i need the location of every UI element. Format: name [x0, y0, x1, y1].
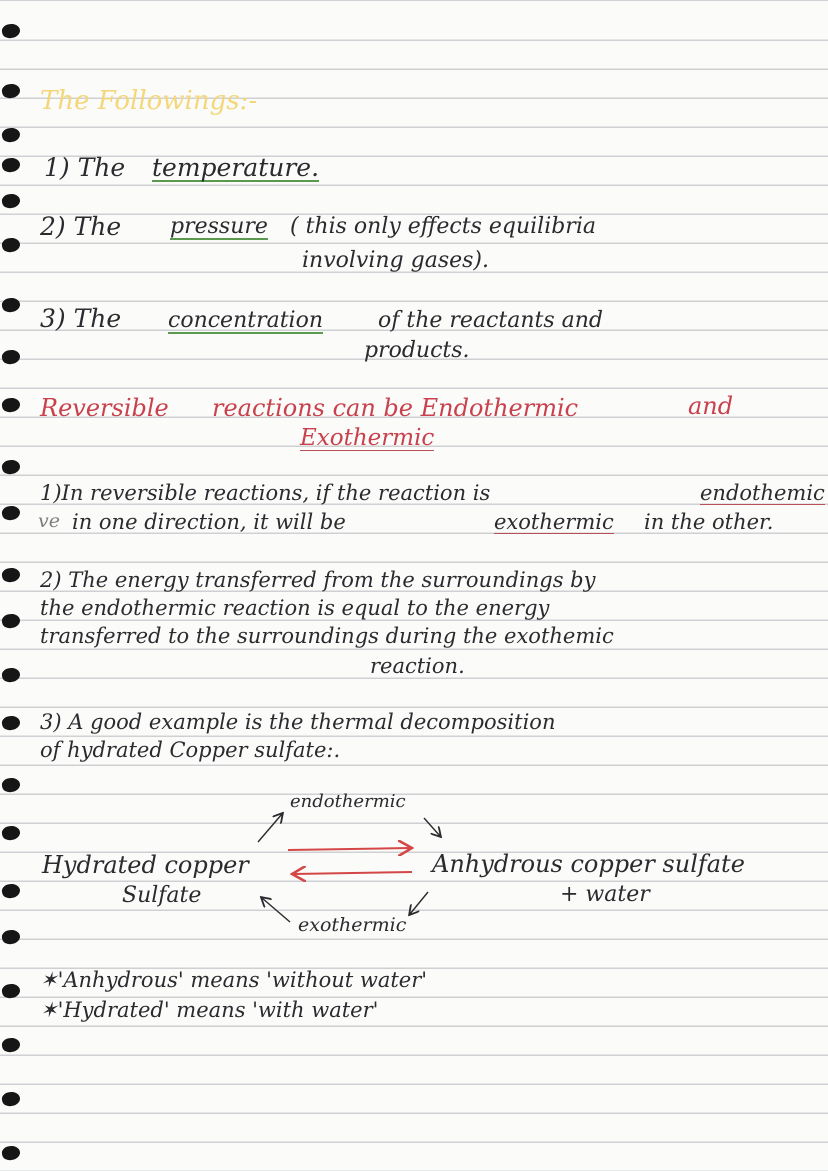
heading-reversible-word: Reversible: [40, 394, 169, 422]
binding-ring: [1, 22, 22, 39]
binding-ring: [1, 348, 22, 365]
point-2-line2: the endothermic reaction is equal to the energy: [40, 596, 550, 620]
binding-ring: [1, 504, 22, 521]
heading-reversible-and: and: [688, 392, 734, 420]
reverse-arrow: [294, 872, 412, 874]
binding-ring: [1, 982, 22, 999]
arrow-down-left-icon: [410, 892, 428, 914]
factor-3-rest: of the reactants and: [378, 308, 603, 333]
factor-2-rest-line2: involving gases).: [302, 248, 489, 273]
point-1-line2a: in one direction, it will be: [72, 510, 346, 534]
factor-3-rest-line2: products.: [364, 338, 470, 363]
binding-ring: [1, 776, 22, 793]
diagram-right-line1: Anhydrous copper sulfate: [432, 850, 745, 878]
point-1-line1: 1)In reversible reactions, if the reaction is: [40, 481, 491, 505]
point-2-line1: 2) The energy transferred from the surroundings by: [40, 568, 596, 592]
diagram-right-line2: + water: [560, 882, 650, 907]
spiral-binding: [0, 0, 30, 1171]
binding-ring: [1, 126, 22, 143]
point-1-exothermic: exothermic: [494, 510, 614, 534]
binding-ring: [1, 82, 22, 99]
factor-3-number: 3) The: [40, 304, 122, 333]
point-2-line4: reaction.: [370, 654, 465, 678]
factor-2-rest: ( this only effects equilibria: [290, 214, 596, 239]
arrow-up-right-icon: [258, 814, 282, 842]
binding-ring: [1, 928, 22, 945]
heading-followings: The Followings:-: [40, 86, 258, 116]
binding-ring: [1, 666, 22, 683]
note-anhydrous: ✶'Anhydrous' means 'without water': [40, 968, 428, 992]
factor-2-term: pressure: [170, 214, 268, 239]
factor-1-number: 1) The: [44, 153, 126, 182]
arrow-down-right-icon: [424, 818, 440, 836]
binding-ring: [1, 714, 22, 731]
factor-2-number: 2) The: [40, 212, 122, 241]
forward-arrow: [288, 848, 410, 850]
binding-ring: [1, 396, 22, 413]
factor-3-term: concentration: [168, 308, 324, 333]
binding-ring: [1, 1090, 22, 1107]
diagram-exothermic-label: exothermic: [298, 914, 407, 936]
binding-ring: [1, 566, 22, 583]
factor-1-term: temperature.: [152, 153, 320, 182]
binding-ring: [1, 612, 22, 629]
diagram-endothermic-label: endothermic: [290, 791, 406, 812]
point-1-scribble: ve: [38, 510, 60, 532]
arrow-up-left-icon: [262, 898, 290, 922]
heading-reversible-line1: reactions can be Endothermic: [212, 394, 579, 422]
point-1-line2b: in the other.: [644, 510, 774, 534]
binding-ring: [1, 824, 22, 841]
binding-ring: [1, 1036, 22, 1053]
binding-ring: [1, 1144, 22, 1161]
point-3-line1: 3) A good example is the thermal decomposition: [40, 710, 556, 734]
binding-ring: [1, 156, 22, 173]
binding-ring: [1, 236, 22, 253]
diagram-left-line1: Hydrated copper: [42, 851, 249, 879]
point-3-line2: of hydrated Copper sulfate:.: [40, 738, 341, 762]
diagram-left-line2: Sulfate: [122, 883, 202, 908]
binding-ring: [1, 296, 22, 313]
binding-ring: [1, 458, 22, 475]
binding-ring: [1, 882, 22, 899]
heading-reversible-line2: Exothermic: [300, 425, 435, 451]
point-2-line3: transferred to the surroundings during the exothemic: [40, 624, 614, 648]
point-1-endothermic: endothemic: [700, 481, 825, 505]
binding-ring: [1, 192, 22, 209]
note-hydrated: ✶'Hydrated' means 'with water': [40, 998, 379, 1022]
